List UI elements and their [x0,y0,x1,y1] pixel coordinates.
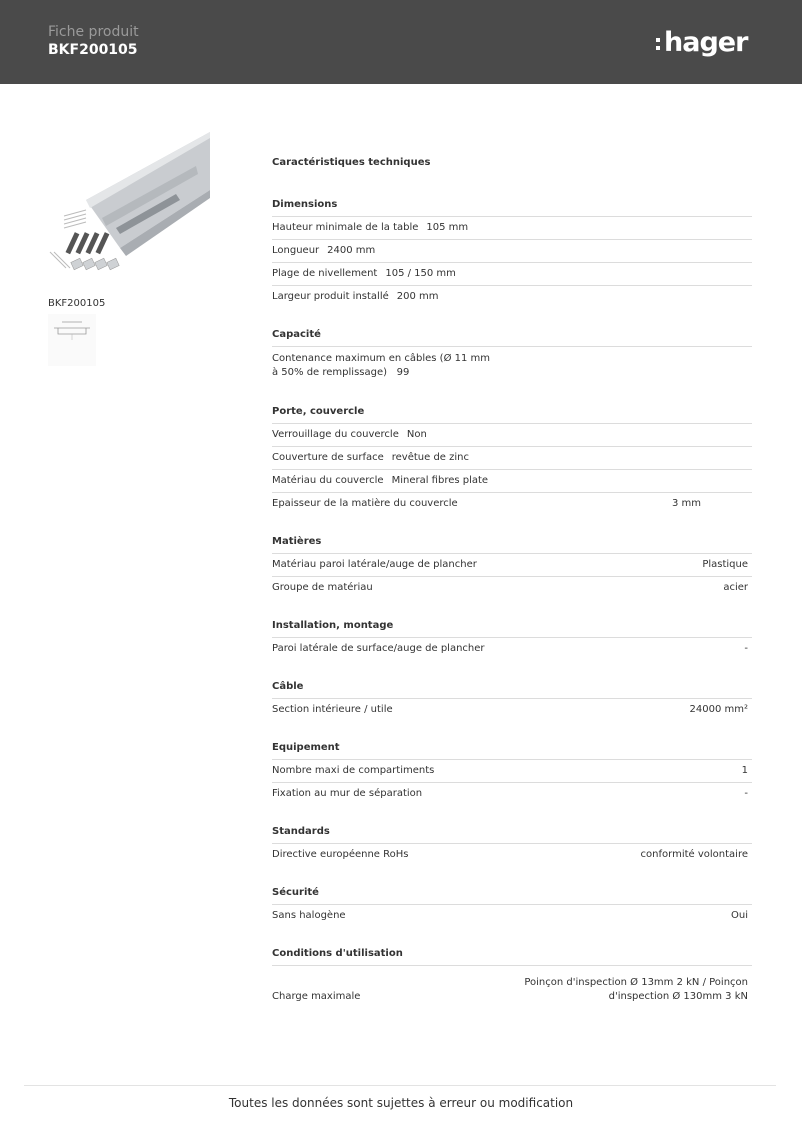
spec-value: Plastique [702,559,748,570]
spec-row [272,638,752,660]
product-image [46,128,214,288]
spec-label: Charge maximale [272,991,361,1002]
section-safety [272,886,752,927]
spec-row [272,217,752,240]
spec-row [272,844,752,866]
spec-row [272,447,752,470]
document-reference: BKF200105 [48,42,138,58]
spec-value: Mineral fibres plate [391,475,489,486]
product-reference: BKF200105 [48,298,106,309]
section-title: Conditions d'utilisation [272,947,752,966]
spec-row [272,905,752,927]
section-title: Matières [272,535,752,554]
footer-disclaimer: Toutes les données sont sujettes à erreur ou modification [228,1096,574,1110]
spec-title: Caractéristiques techniques [272,157,431,168]
section-standards [272,825,752,866]
spec-row [272,783,752,805]
spec-value: Oui [731,910,748,921]
spec-label: Matériau paroi latérale/auge de plancher [272,559,477,570]
spec-label: Longueur [272,245,320,256]
section-conditions [272,947,752,1006]
spec-label: Sans halogène [272,910,346,921]
spec-value: acier [723,582,748,593]
spec-label: Matériau du couvercle [272,475,384,486]
spec-value: 3 mm [672,498,702,509]
spec-value: 200 mm [396,291,439,302]
spec-row [272,263,752,286]
section-title: Dimensions [272,198,752,217]
logo-mark-icon [656,38,660,50]
spec-row [272,760,752,783]
spec-row [272,424,752,447]
hager-logo [656,24,756,60]
spec-value: conformité volontaire [640,849,748,860]
spec-value: 105 / 150 mm [385,268,456,279]
spec-label: Fixation au mur de séparation [272,788,423,799]
section-title: Capacité [272,328,752,347]
spec-label: Section intérieure / utile [272,704,393,715]
spec-value: 105 mm [426,222,469,233]
spec-label: Plage de nivellement [272,268,378,279]
spec-row [272,286,752,308]
logo-wordmark: hager [664,26,748,58]
spec-row [272,470,752,493]
technical-specifications [272,156,752,1026]
spec-row [272,966,752,1006]
spec-label: Largeur produit installé [272,291,389,302]
section-title: Standards [272,825,752,844]
page-header [0,0,802,84]
spec-label: Verrouillage du couvercle [272,429,399,440]
spec-value: revêtue de zinc [391,452,469,463]
spec-label: Hauteur minimale de la table [272,222,419,233]
spec-row [272,554,752,577]
spec-row [272,240,752,263]
section-title: Sécurité [272,886,752,905]
section-title: Installation, montage [272,619,752,638]
spec-label: Nombre maxi de compartiments [272,765,435,776]
section-equipment [272,741,752,805]
section-installation [272,619,752,660]
spec-value: Non [406,429,427,440]
spec-value: - [744,643,748,654]
section-cable [272,680,752,721]
dimension-drawing-thumbnail[interactable] [48,314,96,366]
spec-label: Paroi latérale de surface/auge de plancher [272,643,485,654]
spec-label: Epaisseur de la matière du couvercle [272,498,458,509]
spec-row [272,347,752,385]
spec-value: 1 [741,765,748,776]
spec-label: Contenance maximum en câbles (Ø 11 mm à 50% de remplissage) [272,353,491,378]
section-title: Câble [272,680,752,699]
spec-row [272,577,752,599]
section-dimensions [272,198,752,308]
spec-label: Groupe de matériau [272,582,373,593]
section-materials [272,535,752,599]
spec-value: 24000 mm² [689,704,748,715]
spec-label: Directive européenne RoHs [272,849,409,860]
spec-label: Couverture de surface [272,452,384,463]
spec-row [272,493,752,515]
section-title: Porte, couvercle [272,405,752,424]
document-type: Fiche produit [48,24,139,40]
spec-value: 99 [396,367,410,378]
spec-value: Poinçon d'inspection Ø 13mm 2 kN / Poinçon d'inspection Ø 130mm 3 kN [524,977,748,1002]
section-capacity [272,328,752,385]
spec-value: - [744,788,748,799]
spec-value: 2400 mm [327,245,376,256]
footer-divider [24,1085,776,1086]
section-title: Equipement [272,741,752,760]
spec-row [272,699,752,721]
section-door-cover [272,405,752,515]
